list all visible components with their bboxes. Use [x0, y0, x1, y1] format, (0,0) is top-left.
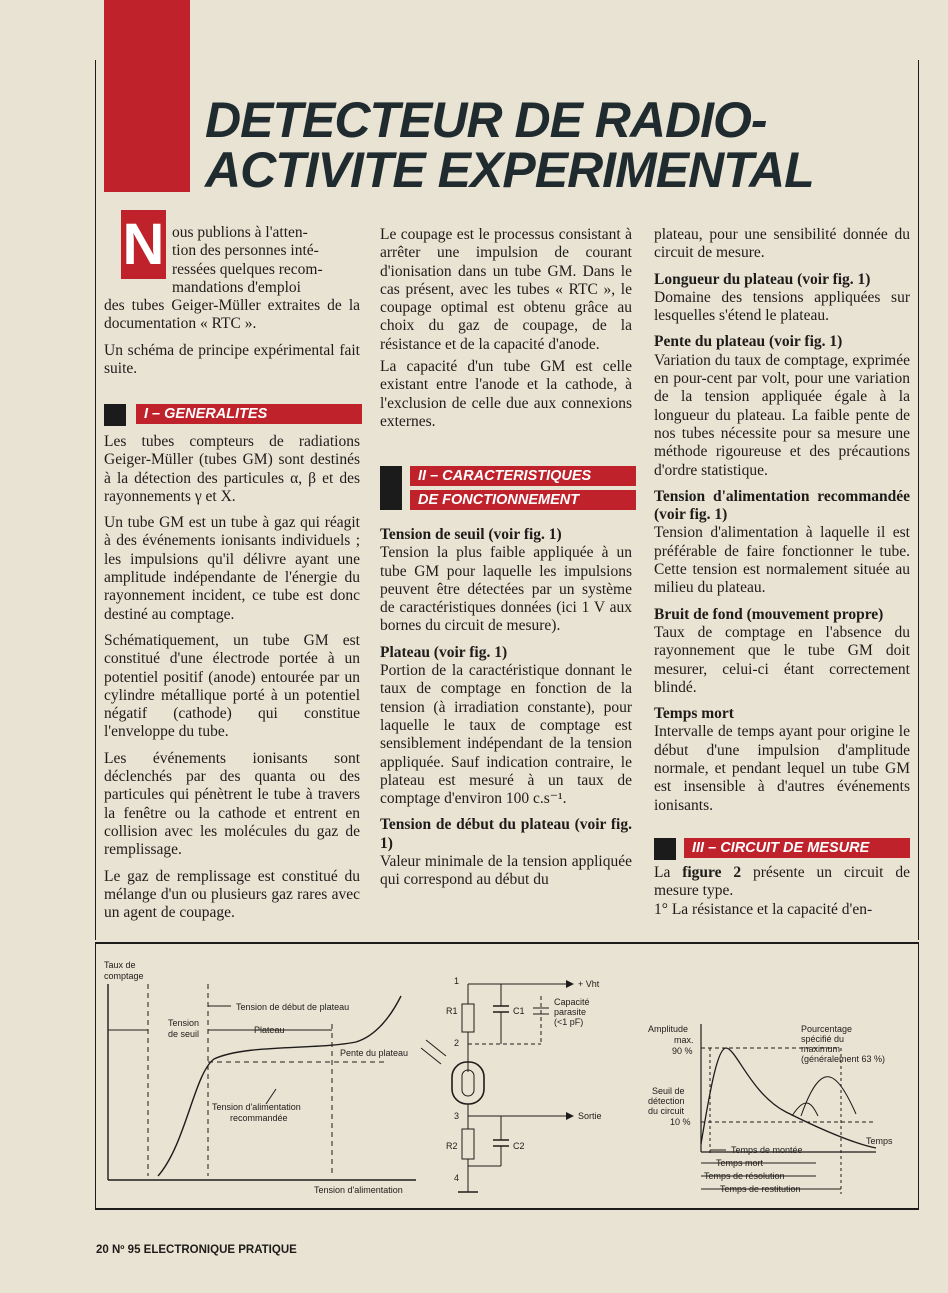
fig2-sortie-label: Sortie — [578, 1111, 602, 1121]
fig3-amp-3: 90 % — [672, 1046, 693, 1056]
column-2-body — [380, 524, 632, 898]
figure-bottom-rule — [95, 1208, 919, 1210]
fig2-r1 — [462, 1004, 474, 1032]
intro-line-2: tion des personnes inté- — [172, 242, 319, 260]
intro-line-1: ous publions à l'atten- — [172, 224, 308, 241]
left-rule — [95, 60, 96, 940]
fig2-cap-label-3: (<1 pF) — [554, 1017, 584, 1027]
heading-tension-seuil: Tension de seuil (voir fig. 1) — [380, 526, 562, 543]
section-3-heading: III – CIRCUIT DE MESURE — [684, 838, 910, 858]
text-bruit-fond: Taux de comptage en l'absence du rayonnement que le tube GM doit mesurer, celui-ci étant correctement blindé. — [654, 623, 910, 696]
fig2-gm-tube-anode — [462, 1070, 474, 1096]
fig2-r2 — [462, 1129, 474, 1159]
fig1-label-recommandee-2: recommandée — [230, 1113, 288, 1123]
text-temps-mort: Intervalle de temps ayant pour origine le début d'une impulsion d'amplitude normale, et pendant lequel un tube GM est insensible à d'autres événements ionisants. — [654, 723, 910, 814]
heading-pente-plateau: Pente du plateau (voir fig. 1) — [654, 333, 843, 351]
fig1-xlabel: Tension d'alimentation — [314, 1185, 403, 1195]
text-longueur-plateau: Domaine des tensions appliquées sur lesquelles s'étend le plateau. — [654, 288, 910, 325]
section-3-marker — [654, 838, 676, 860]
text-resistance: 1° La résistance et la capacité d'en- — [654, 900, 873, 918]
fig3-seuil-3: du circuit — [648, 1106, 685, 1116]
fig3-resolution-label: Temps de résolution — [704, 1171, 785, 1181]
fig3-pct-1: Pourcentage — [801, 1024, 853, 1034]
fig3-amp-2: max. — [674, 1035, 694, 1045]
intro-line-4: mandations d'emploi — [172, 278, 301, 296]
fig3-temps-label: Temps — [866, 1136, 893, 1146]
heading-debut-plateau: Tension de début du plateau (voir fig. 1) — [380, 816, 632, 852]
fig2-node-4: 4 — [454, 1173, 460, 1183]
fig2-sortie-arrow — [566, 1112, 574, 1120]
column-3 — [654, 226, 910, 823]
fig2-radiation-arrow-1 — [426, 1040, 446, 1056]
fig1-label-plateau: Plateau — [254, 1025, 285, 1035]
column-3-end — [654, 864, 910, 927]
heading-longueur-plateau: Longueur du plateau (voir fig. 1) — [654, 270, 871, 288]
text-plateau: Portion de la caractéristique donnant le taux de comptage en fonction de la tension (à irradiation constante), pour laquelle le taux de comptage est sensiblement indépendant de la tension appliquée. Sauf indication contraire, le plateau est mesuré à un taux de comptage d'environ 100 c.s⁻¹. — [380, 662, 632, 808]
fig2-node-1: 1 — [454, 976, 460, 986]
fig3-restitution-label: Temps de restitution — [720, 1184, 801, 1194]
fig3-montee-label: Temps de montée — [731, 1145, 803, 1155]
fig3-seuil-4: 10 % — [670, 1117, 691, 1127]
paragraph-tubes: Les tubes compteurs de radiations Geiger-Müller (tubes GM) sont destinés à la détection des particules α, β et des rayonnements γ et X. — [104, 433, 360, 505]
fig1-label-recommandee-1: Tension d'alimentation — [212, 1102, 301, 1112]
heading-tension-recommandee: Tension d'alimentation recommandée (voir fig. 1) — [654, 487, 910, 524]
text-figure-2 — [654, 864, 910, 901]
fig2-node-2: 2 — [454, 1038, 460, 1048]
paragraph-gaz: Un tube GM est un tube à gaz qui réagit à des événements ionisants individuels ; les impulsions qu'il délivre ayant une amplitude indépendante de l'énergie du rayonnement incident, ce tube est donc destiné au comptage. — [104, 514, 360, 623]
fig3-pct-2: spécifié du — [801, 1034, 845, 1044]
heading-temps-mort: Temps mort — [654, 705, 734, 723]
text-plateau-cont: plateau, pour une sensibilité donnée du circuit de mesure. — [654, 226, 910, 262]
article-title — [205, 92, 905, 198]
heading-plateau: Plateau (voir fig. 1) — [380, 643, 508, 661]
fig3-pulse-chart — [648, 1024, 893, 1194]
fig1-label-debut: Tension de début de plateau — [236, 1002, 350, 1012]
fig1-ylabel-2: comptage — [104, 971, 144, 981]
fig2-c1-label: C1 — [513, 1006, 525, 1016]
text-debut-plateau: Valeur minimale de la tension appliquée qui correspond au début du — [380, 853, 632, 889]
fig1-label-seuil-2: de seuil — [168, 1029, 200, 1039]
text-tension-recommandee: Tension d'alimentation à laquelle il est préférable de faire fonctionner le tube. Cette tension est normalement située au milieu du plateau. — [654, 524, 910, 597]
fig1-label-pente: Pente du plateau — [340, 1048, 409, 1058]
section-2-heading-line-1: II – CARACTERISTIQUES — [410, 466, 636, 486]
fig3-mort-label: Temps mort — [716, 1158, 764, 1168]
paragraph-schema: Un schéma de principe expérimental fait suite. — [104, 341, 360, 378]
text-figure-2-a: La — [654, 864, 683, 881]
paragraph-remplissage: Le gaz de remplissage est constitué du mélange d'un ou plusieurs gaz rares avec un agent de coupage. — [104, 867, 360, 922]
fig1-label-seuil-1: Tension — [168, 1018, 200, 1028]
fig3-seuil-2: détection — [648, 1096, 685, 1106]
right-rule — [918, 60, 919, 940]
fig2-r1-label: R1 — [446, 1006, 458, 1016]
fig1-curve-chart — [104, 960, 416, 1195]
title-line-2: ACTIVITE EXPERIMENTAL — [205, 142, 814, 198]
paragraph-coupage: Le coupage est le processus consistant à arrêter une impulsion de courant d'ionisation dans un tube GM. Dans le cas présent, avec les tubes « RTC », le coupage optimal est obtenu grâce au choix du gaz de coupage, de la résistance et de la capacité d'anode. — [380, 226, 632, 353]
fig3-amp-1: Amplitude — [648, 1024, 689, 1034]
column-1-body — [104, 433, 360, 930]
column-2 — [380, 226, 632, 439]
fig2-node-3: 3 — [454, 1111, 460, 1121]
fig2-cap-label-1: Capacité — [554, 997, 590, 1007]
fig1-ylabel-1: Taux de — [104, 960, 136, 970]
fig2-cap-label-2: parasite — [554, 1007, 587, 1017]
section-1-heading: I – GENERALITES — [136, 404, 362, 424]
section-1-marker — [104, 404, 126, 426]
text-pente-plateau: Variation du taux de comptage, exprimée en pour-cent par volt, pour une variation de la tension appliquée égale à la longueur du plateau. La faible pente de nos tubes nécessite pour sa mesure une méthode rigoureuse et des précautions d'ordre statistique. — [654, 351, 910, 479]
figures — [96, 944, 918, 1208]
fig2-vht-arrow — [566, 980, 574, 988]
fig3-pulse-3 — [801, 1077, 856, 1116]
text-figure-2-ref: figure 2 — [682, 864, 742, 881]
intro-rest: des tubes Geiger-Müller extraites de la documentation « RTC ». — [104, 297, 360, 333]
page-footer: 20 Nº 95 ELECTRONIQUE PRATIQUE — [96, 1244, 297, 1256]
paragraph-electrode: Schématiquement, un tube GM est constitué d'une électrode portée à un potentiel positif (anode) entourée par un cylindre métallique porté à un potentiel négatif (cathode) qui constitue l'enveloppe du tube. — [104, 631, 360, 741]
fig2-circuit — [421, 976, 602, 1192]
fig2-c2-label: C2 — [513, 1141, 525, 1151]
fig2-r2-label: R2 — [446, 1141, 458, 1151]
heading-bruit-fond: Bruit de fond (mouvement propre) — [654, 605, 884, 623]
fig3-seuil-1: Seuil de — [652, 1086, 685, 1096]
fig2-radiation-arrow-2 — [421, 1048, 441, 1064]
fig3-pct-4: (généralement 63 %) — [801, 1054, 886, 1064]
title-red-block — [104, 0, 190, 192]
text-figure-2-b: présente un circuit de mesure type. — [654, 864, 910, 900]
section-2-heading-line-2: DE FONCTIONNEMENT — [410, 490, 636, 510]
fig3-pct-3: maximum — [801, 1044, 841, 1054]
column-1 — [104, 224, 360, 386]
intro-line-3: ressées quelques recom- — [172, 260, 323, 278]
fig2-vht-label: + Vht — [578, 979, 600, 989]
text-tension-seuil: Tension la plus faible appliquée à un tube GM pour laquelle les impulsions peuvent être détectées par un système de caractéristiques données (ici 1 V aux bornes du circuit de mesure). — [380, 544, 632, 635]
figure-right-rule — [918, 942, 919, 1210]
drop-cap: N — [122, 212, 165, 277]
title-line-1: DETECTEUR DE RADIO- — [205, 92, 767, 148]
paragraph-capacite: La capacité d'un tube GM est celle existant entre l'anode et la cathode, à l'exclusion de celle due aux connexions externes. — [380, 358, 632, 430]
section-2-marker — [380, 466, 402, 510]
paragraph-evenements: Les événements ionisants sont déclenchés par des quanta ou des particules qui pénètrent le tube à travers la fenêtre ou la cathode et entrent en collision avec les molécules du gaz de remplissage. — [104, 749, 360, 859]
